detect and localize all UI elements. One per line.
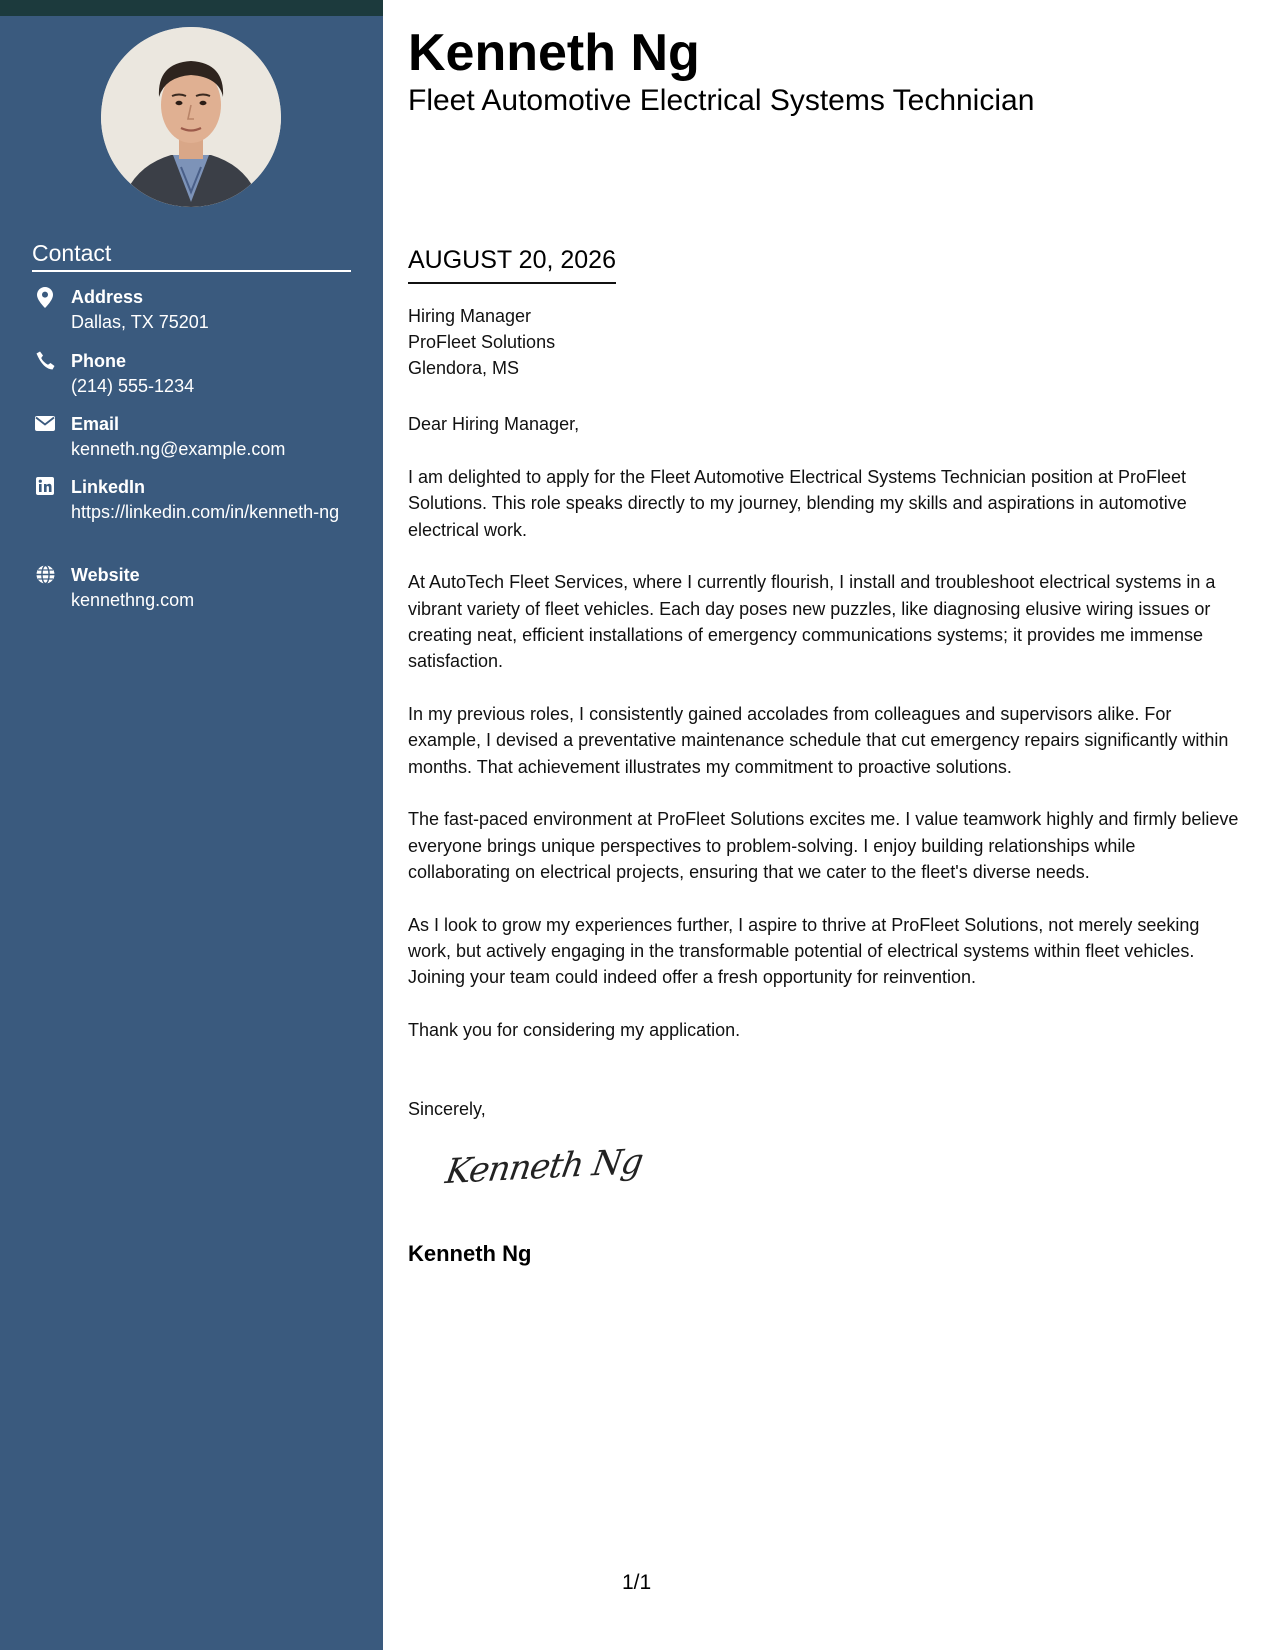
contact-label: LinkedIn [71, 477, 146, 497]
phone-icon [32, 351, 58, 373]
sidebar-top-bar [0, 0, 383, 16]
body-paragraph: At AutoTech Fleet Services, where I currently flourish, I install and troubleshoot electrical systems in a vibrant variety of fleet vehicles. Each day poses new puzzles, like diagnosing elusive wiring issues or creating neat, efficient installations of emergency communications systems; it provides me immense satisfaction. [408, 572, 1216, 672]
job-title: Fleet Automotive Electrical Systems Technician [408, 84, 1035, 117]
letter-body [408, 464, 1240, 1070]
body-paragraph: The fast-paced environment at ProFleet Solutions excites me. I value teamwork highly and firmly believe everyone brings unique perspectives to problem-solving. I enjoy building relationships while collaborating on electrical projects, ensuring that we cater to the fleet's diverse needs. [408, 809, 1239, 883]
applicant-name: Kenneth Ng [408, 24, 700, 82]
avatar [101, 27, 281, 207]
recipient-line: Hiring Manager [408, 306, 532, 326]
signed-name: Kenneth Ng [408, 1241, 532, 1266]
closing: Sincerely, [408, 1099, 486, 1119]
contact-label: Phone [71, 351, 127, 371]
body-paragraph: I am delighted to apply for the Fleet Automotive Electrical Systems Technician position at ProFleet Solutions. This role speaks directly to my journey, blending my skills and aspirations in automotive electrical work. [408, 467, 1187, 540]
email-value[interactable]: kenneth.ng@example.com [71, 439, 286, 459]
linkedin-icon [32, 477, 58, 499]
contact-heading: Contact [32, 239, 351, 272]
body-paragraph: Thank you for considering my application. [408, 1020, 741, 1041]
address-value: Dallas, TX 75201 [71, 312, 209, 332]
sidebar [0, 0, 383, 1650]
map-pin-icon [32, 287, 58, 309]
recipient-line: Glendora, MS [408, 358, 520, 378]
website-value[interactable]: kennethng.com [71, 590, 195, 610]
envelope-icon [32, 414, 58, 436]
contact-label: Email [71, 414, 120, 434]
contact-label: Website [71, 565, 140, 585]
body-paragraph: In my previous roles, I consistently gained accolades from colleagues and supervisors alike. For example, I devised a preventative maintenance schedule that cut emergency repairs significantly within months. That achievement illustrates my commitment to proactive solutions. [408, 704, 1229, 777]
globe-icon [32, 565, 58, 587]
salutation: Dear Hiring Manager, [408, 414, 580, 434]
contact-label: Address [71, 287, 144, 307]
body-paragraph: As I look to grow my experiences further, I aspire to thrive at ProFleet Solutions, not merely seeking work, but actively engaging in the transformable potential of electrical systems within fleet vehicles. Joining your team could indeed offer a fresh opportunity for reinvention. [408, 914, 1200, 988]
linkedin-value[interactable]: https://linkedin.com/in/kenneth-ng [71, 502, 340, 522]
recipient-block [408, 303, 555, 381]
phone-value: (214) 555-1234 [71, 376, 195, 396]
recipient-line: ProFleet Solutions [408, 332, 556, 352]
handwritten-signature: Kenneth Ng [442, 1141, 646, 1193]
letter-date: AUGUST 20, 2026 [408, 243, 616, 284]
page-number: 1/1 [622, 1571, 652, 1594]
